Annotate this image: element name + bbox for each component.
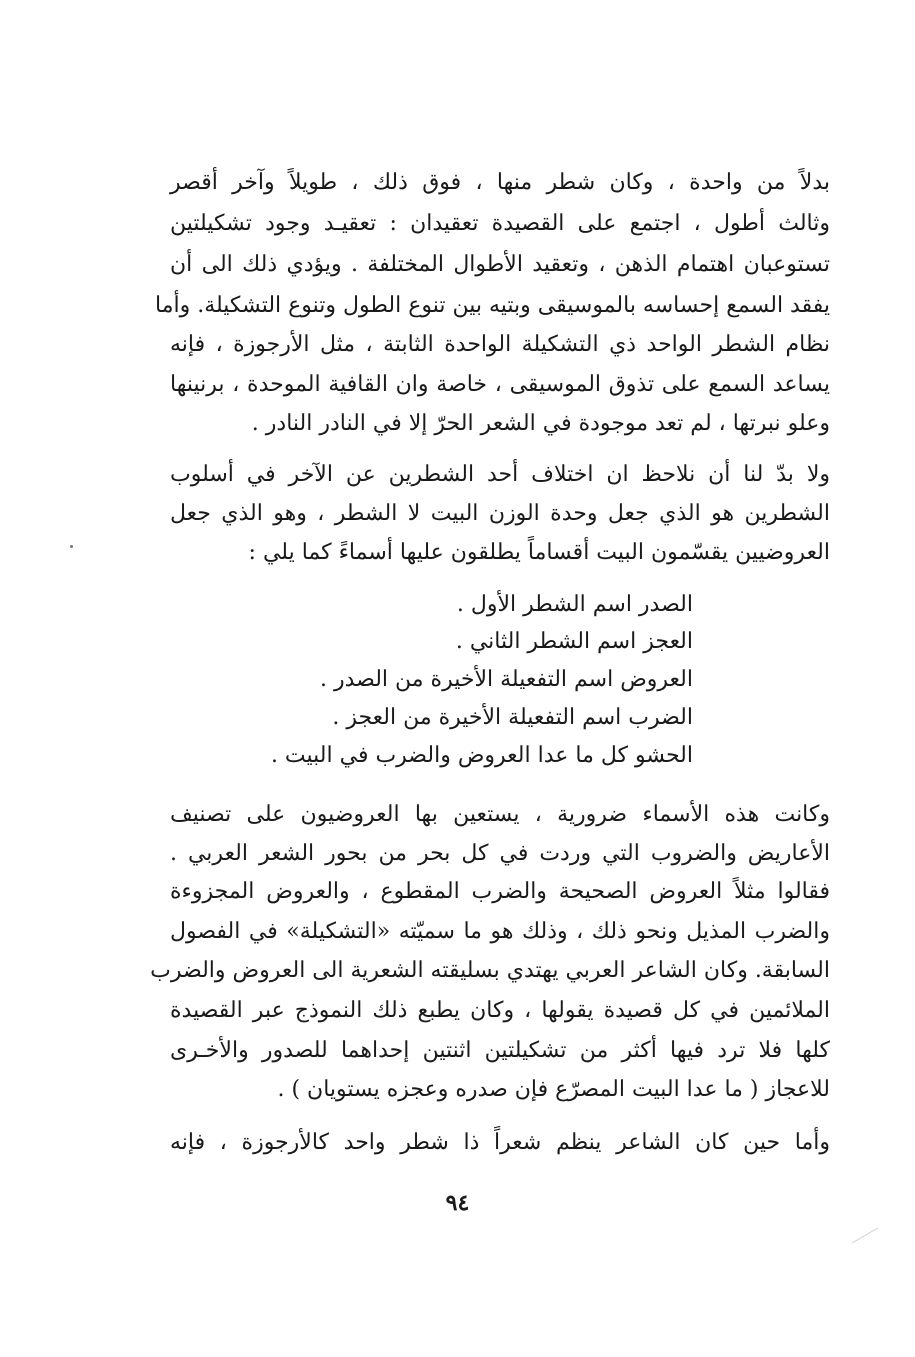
paragraph-3-line: للاعجاز ( ما عدا البيت المصرّع فإن صدره وعجزه يستويان ) . [277, 1077, 830, 1102]
paragraph-1-line: يفقد السمع إحساسه بالموسيقى وبتيه بين تنوع الطول وتنوع التشكيلة. وأما [155, 293, 830, 318]
paragraph-1-line: بدلاً من واحدة ، وكان شطر منها ، فوق ذلك ، طويلاً وآخر أقصر [170, 170, 830, 195]
paragraph-2-line: ولا بدّ لنا أن نلاحظ ان اختلاف أحد الشطرين عن الآخر في أسلوب [170, 462, 830, 487]
paragraph-3-line: والضرب المذيل ونحو ذلك ، وذلك هو ما سميّته «التشكيلة» في الفصول [170, 919, 830, 944]
definition-item: الصدر اسم الشطر الأول . [456, 592, 693, 617]
paragraph-1-line: يساعد السمع على تذوق الموسيقى ، خاصة وان القافية الموحدة ، برنينها [170, 372, 830, 397]
definition-item: الضرب اسم التفعيلة الأخيرة من العجز . [332, 705, 693, 730]
paragraph-1-line: وعلو نبرتها ، لم تعد موجودة في الشعر الحرّ إلا في النادر النادر . [251, 411, 830, 436]
definition-item: العروض اسم التفعيلة الأخيرة من الصدر . [319, 667, 693, 692]
paragraph-4-line: وأما حين كان الشاعر ينظم شعراً ذا شطر واحد كالأرجوزة ، فإنه [170, 1130, 830, 1155]
paragraph-3-line: وكانت هذه الأسماء ضرورية ، يستعين بها العروضيون على تصنيف [170, 802, 830, 827]
paragraph-3-line: السابقة. وكان الشاعر العربي يهتدي بسليقته الشعرية الى العروض والضرب [150, 958, 830, 983]
paragraph-3-line: الأعاريض والضروب التي وردت في كل بحر من بحور الشعر العربي . [170, 841, 830, 866]
paragraph-3-line: كلها فلا ترد فيها أكثر من تشكيلتين اثنتين إحداهما للصدور والأخـرى [170, 1038, 830, 1063]
paragraph-3-line: فقالوا مثلاً العروض الصحيحة والضرب المقطوع ، والعروض المجزوءة [170, 879, 830, 904]
paragraph-1-line: وثالث أطول ، اجتمع على القصيدة تعقيدان : تعقيـد وجود تشكيلتين [170, 211, 830, 236]
paragraph-2-line: الشطرين هو الذي جعل وحدة الوزن البيت لا الشطر ، وهو الذي جعل [170, 501, 830, 526]
scan-mark [852, 1228, 878, 1244]
paragraph-1-line: تستوعبان اهتمام الذهن ، وتعقيد الأطوال المختلفة . ويؤدي ذلك الى أن [170, 252, 830, 277]
paragraph-1-line: نظام الشطر الواحد ذي التشكيلة الواحدة الثابتة ، مثل الأرجوزة ، فإنه [170, 332, 830, 357]
paragraph-3-line: الملائمين في كل قصيدة يقولها ، وكان يطبع ذلك النموذج عبر القصيدة [170, 998, 830, 1023]
definition-item: العجز اسم الشطر الثاني . [455, 629, 693, 654]
scan-speck [70, 545, 73, 548]
definition-item: الحشو كل ما عدا العروض والضرب في البيت . [270, 743, 693, 768]
paragraph-2-line: العروضيين يقسّمون البيت أقساماً يطلقون عليها أسماءً كما يلي : [248, 540, 830, 565]
page-number: ٩٤ [445, 1190, 470, 1216]
